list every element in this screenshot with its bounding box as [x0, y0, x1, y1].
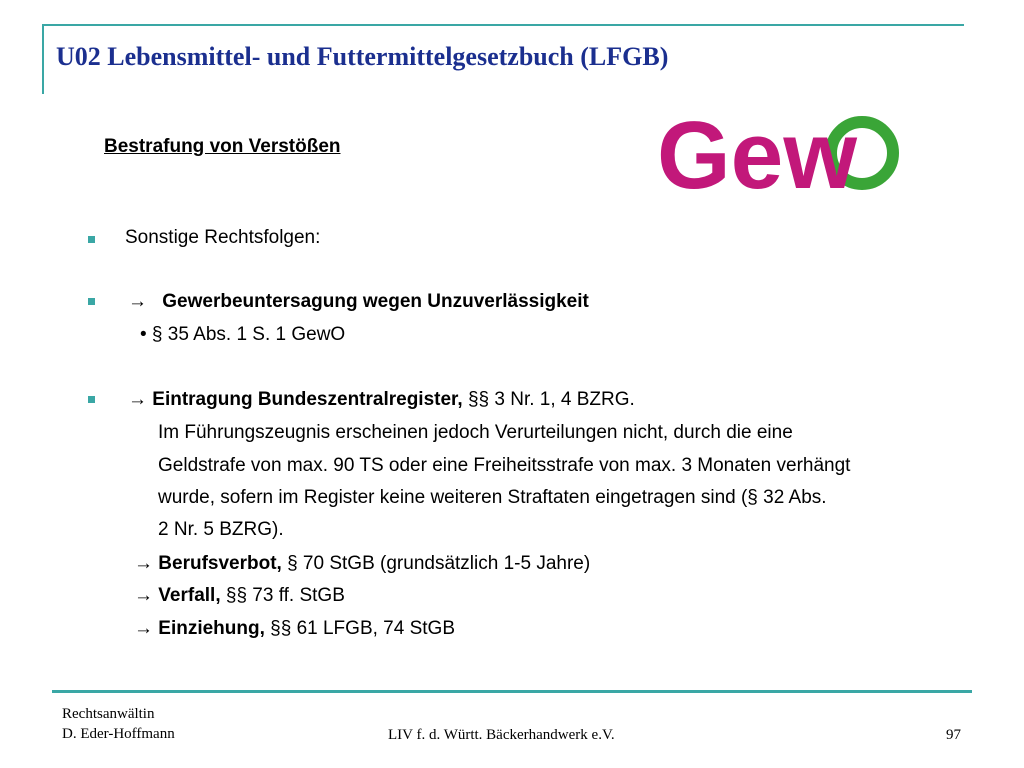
footer-author-line1: Rechtsanwältin — [62, 706, 155, 722]
paragraph-line: 2 Nr. 5 BZRG). — [158, 519, 284, 540]
title-rule-top — [42, 24, 964, 26]
bullet-text: → Eintragung Bundeszentralregister, §§ 3 Nr. 1, 4 BZRG. — [128, 389, 635, 410]
paragraph-line: Geldstrafe von max. 90 TS oder eine Freiheitsstrafe von max. 3 Monaten verhängt — [158, 455, 851, 476]
arrow-icon: → — [134, 618, 153, 639]
footer-page-number: 97 — [946, 727, 961, 743]
arrow-item: → Berufsverbot, § 70 StGB (grundsätzlich 1-5 Jahre) — [134, 553, 591, 574]
arrow-item: → Einziehung, §§ 61 LFGB, 74 StGB — [134, 618, 455, 639]
bullet-text: → Gewerbeuntersagung wegen Unzuverlässigkeit — [128, 291, 589, 312]
footer-center-text: LIV f. d. Württ. Bäckerhandwerk e.V. — [388, 727, 615, 743]
footer-rule — [52, 690, 972, 693]
bullet-marker — [88, 298, 95, 305]
arrow-icon: → — [128, 389, 147, 410]
paragraph-line: wurde, sofern im Register keine weiteren Straftaten eingetragen sind (§ 32 Abs. — [158, 487, 827, 508]
gewo-logo — [643, 98, 925, 208]
section-heading: Bestrafung von Verstößen — [104, 136, 341, 157]
footer-author-line2: D. Eder-Hoffmann — [62, 726, 175, 742]
arrow-icon: → — [128, 291, 147, 312]
sub-bullet-text: • § 35 Abs. 1 S. 1 GewO — [140, 324, 346, 345]
bullet-marker — [88, 236, 95, 243]
title-rule-left — [42, 24, 44, 94]
arrow-icon: → — [134, 553, 153, 574]
paragraph-line: Im Führungszeugnis erscheinen jedoch Verurteilungen nicht, durch die eine — [158, 422, 793, 443]
arrow-item: → Verfall, §§ 73 ff. StGB — [134, 585, 345, 606]
arrow-icon: → — [134, 585, 153, 606]
bullet-text: Sonstige Rechtsfolgen: — [125, 227, 321, 248]
svg-text:Gew: Gew — [657, 102, 858, 208]
slide-title: U02 Lebensmittel- und Futtermittelgesetzbuch (LFGB) — [56, 42, 669, 71]
bullet-marker — [88, 396, 95, 403]
